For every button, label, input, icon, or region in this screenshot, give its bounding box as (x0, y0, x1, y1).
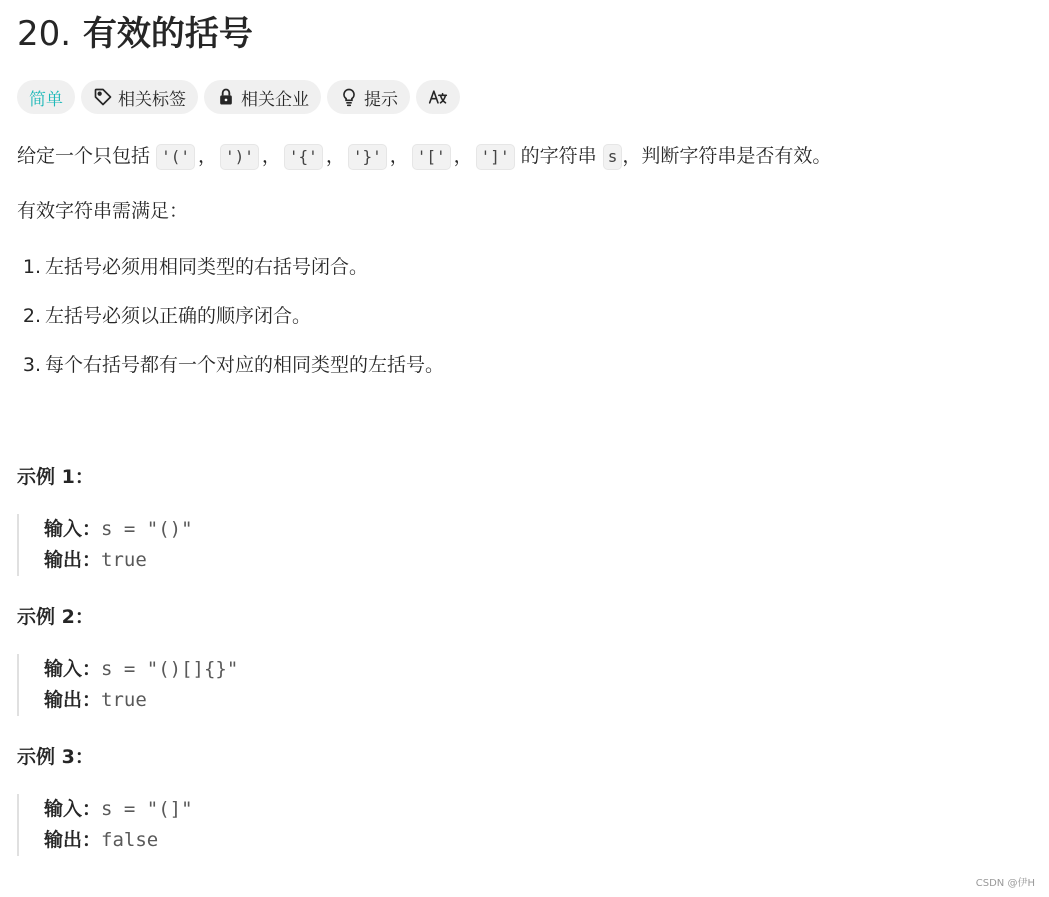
example-title: 示例 2： (17, 606, 94, 628)
related-tags-label: 相关标签 (118, 89, 186, 110)
output-label: 输出： (44, 549, 102, 571)
char-open-paren: '(' (156, 144, 195, 170)
output-label: 输出： (44, 829, 102, 851)
lock-icon (216, 87, 236, 107)
watermark: CSDN @伊H (975, 878, 1035, 889)
example-block (17, 654, 617, 716)
input-label: 输入： (44, 798, 102, 820)
char-open-brace: '{' (284, 144, 323, 170)
example-block (17, 514, 617, 576)
tag-bar (17, 80, 460, 114)
requirements-list (17, 252, 444, 399)
comma: ， (261, 145, 281, 167)
list-number: 2. (22, 305, 41, 327)
related-tags-button[interactable] (81, 80, 198, 114)
hint-button[interactable] (327, 80, 410, 114)
comma: ， (389, 145, 409, 167)
related-companies-button[interactable] (204, 80, 321, 114)
output-value: true (101, 549, 147, 571)
translate-icon (428, 87, 448, 107)
example-output (44, 685, 617, 716)
problem-description (17, 141, 831, 171)
example-input (44, 514, 617, 545)
description-suffix: ，判断字符串是否有效。 (622, 145, 832, 167)
list-text: 左括号必须以正确的顺序闭合。 (45, 305, 312, 327)
tag-icon (93, 87, 113, 107)
comma: ， (453, 145, 473, 167)
input-label: 输入： (44, 658, 102, 680)
output-value: false (101, 829, 159, 851)
list-text: 左括号必须用相同类型的右括号闭合。 (45, 256, 369, 278)
input-value: s = "()" (101, 518, 193, 540)
difficulty-badge (17, 80, 75, 114)
problem-number: 20. (17, 14, 72, 54)
description-middle: 的字符串 (520, 145, 597, 167)
translate-button[interactable] (416, 80, 460, 114)
hint-label: 提示 (364, 89, 398, 110)
example-output (44, 545, 617, 576)
char-close-paren: ')' (220, 144, 259, 170)
output-value: true (101, 689, 147, 711)
list-number: 1. (22, 256, 41, 278)
output-label: 输出： (44, 689, 102, 711)
problem-name: 有效的括号 (82, 14, 253, 54)
input-label: 输入： (44, 518, 102, 540)
list-text: 每个右括号都有一个对应的相同类型的左括号。 (45, 354, 445, 376)
difficulty-label: 简单 (29, 89, 63, 110)
var-s: s (603, 144, 623, 170)
input-value: s = "()[]{}" (101, 658, 239, 680)
char-close-brace: '}' (348, 144, 387, 170)
list-number: 3. (22, 354, 41, 376)
char-close-bracket: ']' (476, 144, 515, 170)
problem-title (17, 11, 253, 57)
example-block (17, 794, 617, 856)
example-output (44, 825, 617, 856)
list-item (17, 252, 444, 301)
comma: ， (325, 145, 345, 167)
example-title: 示例 1： (17, 466, 94, 488)
example-title: 示例 3： (17, 746, 94, 768)
input-value: s = "(]" (101, 798, 193, 820)
example-input (44, 654, 617, 685)
lightbulb-icon (339, 87, 359, 107)
example-input (44, 794, 617, 825)
list-item (17, 301, 444, 350)
comma: ， (197, 145, 217, 167)
list-item (17, 350, 444, 399)
related-companies-label: 相关企业 (241, 89, 309, 110)
requirements-intro: 有效字符串需满足： (17, 200, 189, 222)
char-open-bracket: '[' (412, 144, 451, 170)
description-prefix: 给定一个只包括 (17, 145, 151, 167)
